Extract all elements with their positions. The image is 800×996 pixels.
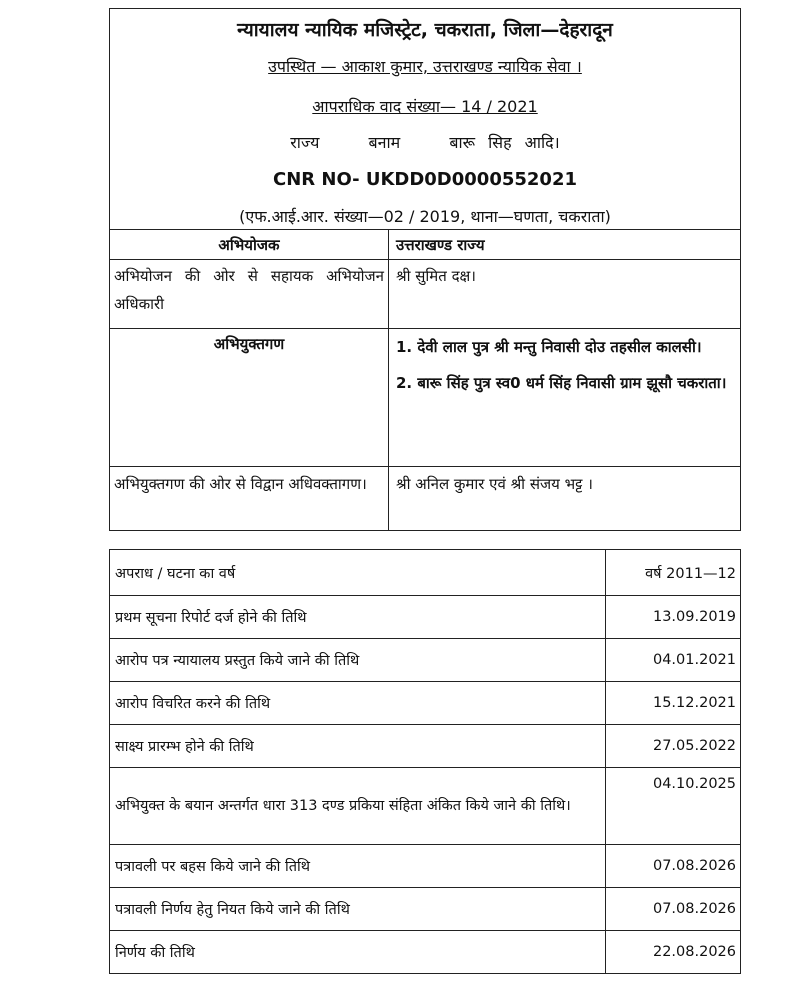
case-number: आपराधिक वाद संख्या— 14 / 2021 [312,97,538,116]
defence-value: श्री अनिल कुमार एवं श्री संजय भट्ट । [396,475,593,493]
case-info-table [109,8,741,531]
table-row [110,682,741,725]
event-cell: पत्रावली पर बहस किये जाने की तिथि [110,845,606,888]
date-cell: 22.08.2026 [606,931,741,974]
case-dates-table [109,549,741,974]
date-cell: 15.12.2021 [606,682,741,725]
row-divider [110,466,740,467]
date-cell: 27.05.2022 [606,725,741,768]
date-cell: 04.01.2021 [606,639,741,682]
defence-label: अभियुक्तगण की ओर से विद्वान अधिवक्तागण। [114,475,367,493]
accused-item: 1. देवी लाल पुत्र श्री मन्तु निवासी दोउ तहसील कालसी। [396,338,702,356]
prosecutor-label: अभियोजक [218,236,280,254]
prosecution-officer-value: श्री सुमित दक्ष। [396,267,476,285]
event-cell: साक्ष्य प्रारम्भ होने की तिथि [110,725,606,768]
date-cell: 04.10.2025 [606,768,741,845]
table-row [110,768,741,845]
accused-list [396,329,736,401]
event-cell: निर्णय की तिथि [110,931,606,974]
row-divider [110,229,740,230]
cnr-number: CNR NO- UKDD0D0000552021 [273,169,577,190]
table-row [110,639,741,682]
table-row [110,550,741,596]
fir-details: (एफ.आई.आर. संख्या—02 / 2019, थाना—घणता, चकराता) [239,207,611,226]
table-row [110,931,741,974]
court-title: न्यायालय न्यायिक मजिस्ट्रेट, चकराता, जिला—देहरादून [237,19,613,41]
party-state: राज्य [290,133,320,152]
accused-item: 2. बारू सिंह पुत्र स्व0 धर्म सिंह निवासी ग्राम झूसौ चकराता। [396,374,727,392]
row-divider [110,259,740,260]
prosecutor-value: उत्तराखण्ड राज्य [396,236,485,254]
case-header [110,9,740,229]
table-row [110,888,741,931]
party-accused: बारू सिह आदि। [449,133,560,152]
case-parties [110,131,740,153]
table-row [110,725,741,768]
prosecution-officer-label: अभियोजन की ओर से सहायक अभियोजन अधिकारी [114,267,384,313]
event-cell: अपराध / घटना का वर्ष [110,550,606,596]
event-cell: अभियुक्त के बयान अन्तर्गत धारा 313 दण्ड प्रकिया संहिता अंकित किये जाने की तिथि। [110,768,606,845]
versus-label: बनाम [368,133,401,152]
date-cell: 07.08.2026 [606,888,741,931]
accused-label: अभियुक्तगण [213,335,285,353]
presiding-officer: उपस्थित — आकाश कुमार, उत्तराखण्ड न्यायिक सेवा । [268,57,582,76]
event-cell: प्रथम सूचना रिपोर्ट दर्ज होने की तिथि [110,596,606,639]
date-cell: 07.08.2026 [606,845,741,888]
date-cell: वर्ष 2011—12 [606,550,741,596]
event-cell: पत्रावली निर्णय हेतु नियत किये जाने की तिथि [110,888,606,931]
table-row [110,845,741,888]
column-divider [388,229,389,531]
event-cell: आरोप विचरित करने की तिथि [110,682,606,725]
table-row [110,596,741,639]
event-cell: आरोप पत्र न्यायालय प्रस्तुत किये जाने की तिथि [110,639,606,682]
date-cell: 13.09.2019 [606,596,741,639]
